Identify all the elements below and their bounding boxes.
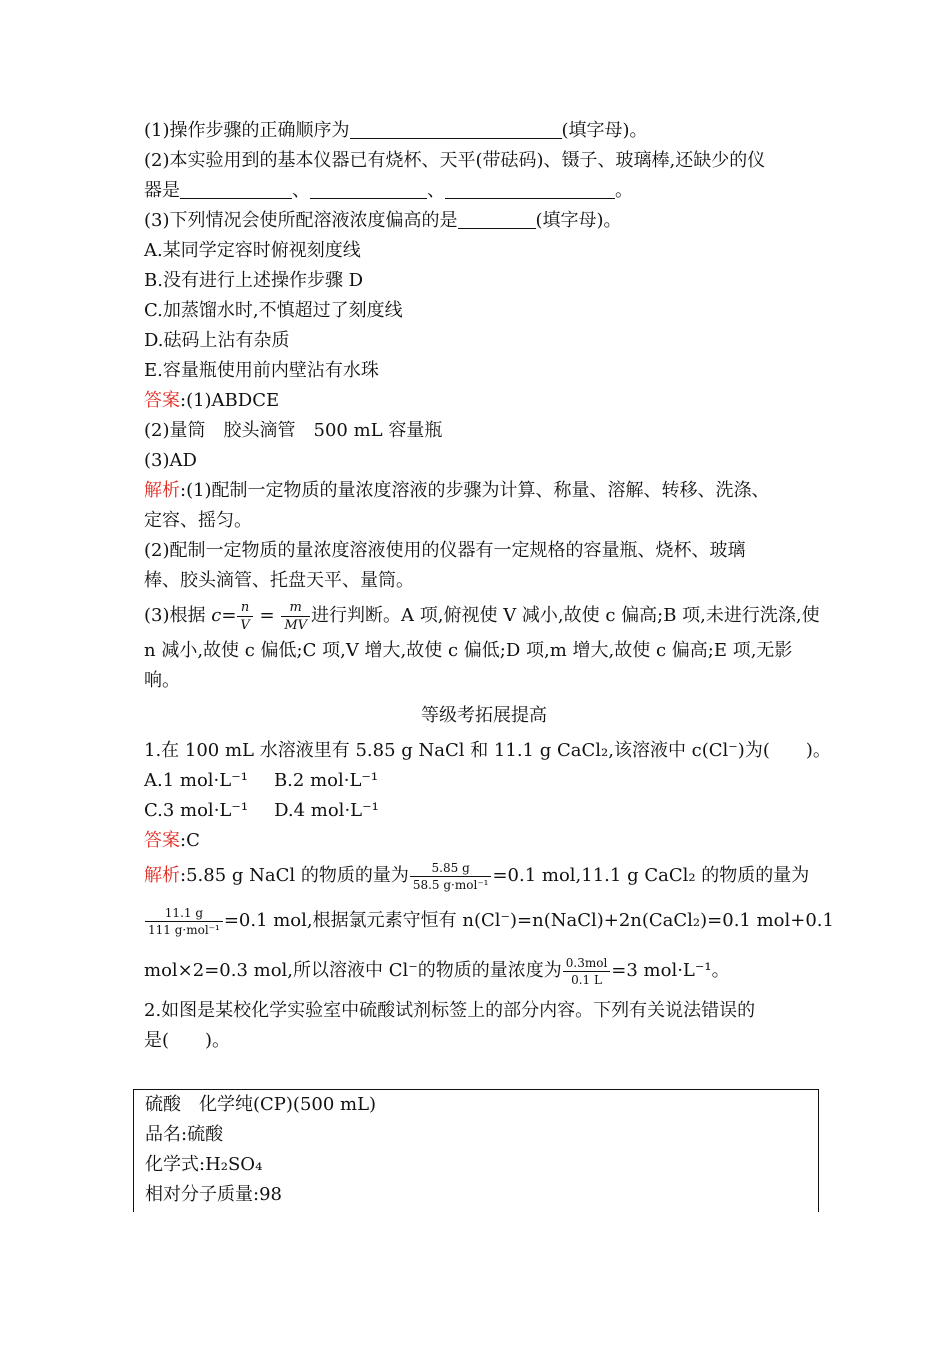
answer-line-1: 答案:(1)ABDCE [144, 390, 280, 411]
answer-blank[interactable] [180, 178, 292, 199]
analysis-line-1: 解析:(1)配制一定物质的量浓度溶液的步骤为计算、称量、溶解、转移、洗涤、 [144, 480, 770, 501]
option-a: A.某同学定容时俯视刻度线 [144, 240, 361, 261]
analysis-line-4: 棒、胶头滴管、托盘天平、量筒。 [144, 570, 414, 591]
q1-part3: (3)下列情况会使所配溶液浓度偏高的是 (填字母)。 [144, 210, 622, 231]
answer-blank[interactable] [310, 178, 427, 199]
q1-part2-line1: (2)本实验用到的基本仪器已有烧杯、天平(带砝码)、镊子、玻璃棒,还缺少的仪 [144, 150, 766, 171]
reagent-label-box [133, 1089, 819, 1212]
q1-part1: (1)操作步骤的正确顺序为 (填字母)。 [144, 120, 648, 141]
fraction-cacl2: $\frac{11.1 g}{\text{111 g·mol⁻¹}}$ [145, 907, 223, 936]
analysis-line-5: (3)根据 c= $\frac{n}{V}$ = $\frac{m}{MV}$ 进行判断。A 项,俯视使 V 减小,故使 c 偏高;B 项,未进行洗涤,使 [144, 599, 820, 633]
option-e: E.容量瓶使用前内壁沾有水珠 [144, 360, 379, 381]
answer-blank[interactable] [445, 178, 615, 199]
label-line: 品名:硫酸 [145, 1124, 224, 1145]
fraction-n-over-v: $\frac{n}{V}$ [237, 601, 252, 632]
answer-label: 答案 [144, 830, 180, 851]
answer-label: 答案 [144, 390, 180, 411]
label-line: 相对分子质量:98 [145, 1184, 282, 1205]
label-line: 硫酸 化学纯(CP)(500 mL) [145, 1094, 377, 1115]
analysis-line-7: 响。 [144, 670, 180, 691]
analysis-line-3: (2)配制一定物质的量浓度溶液使用的仪器有一定规格的容量瓶、烧杯、玻璃 [144, 540, 746, 561]
analysis-line-2: 定容、摇匀。 [144, 510, 252, 531]
q2-analysis-line-3: mol×2=0.3 mol,所以溶液中 Cl⁻的物质的量浓度为 $\frac{\text{0.3mol}}{0.1 L}$ =3 mol·L⁻¹。 [144, 955, 730, 987]
option-c: C.加蒸馏水时,不慎超过了刻度线 [144, 300, 403, 321]
answer-line-2: (2)量筒 胶头滴管 500 mL 容量瓶 [144, 420, 443, 441]
q3-stem-line-2: 是( )。 [144, 1030, 231, 1051]
q2-analysis-line-2: $\frac{11.1 g}{\text{111 g·mol⁻¹}}$ =0.1 mol,根据氯元素守恒有 n(Cl⁻)=n(NaCl)+2n(CaCl₂)=0.1 mol+0.1 [144, 896, 824, 946]
fraction-concentration: $\frac{\text{0.3mol}}{0.1 L}$ [563, 957, 611, 986]
fraction-nacl: $\frac{5.85 g}{\text{58.5 g·mol⁻¹}}$ [410, 862, 492, 891]
analysis-label: 解析 [144, 865, 180, 886]
answer-blank[interactable] [458, 208, 536, 229]
q2-stem: 1.在 100 mL 水溶液里有 5.85 g NaCl 和 11.1 g CaCl₂,该溶液中 c(Cl⁻)为( )。 [144, 740, 831, 761]
q3-stem-line-1: 2.如图是某校化学实验室中硫酸试剂标签上的部分内容。下列有关说法错误的 [144, 1000, 756, 1021]
label-line: 化学式:H₂SO₄ [145, 1154, 263, 1175]
fraction-m-over-mv: $\frac{m}{MV}$ [281, 601, 310, 632]
option-d: D.砝码上沾有杂质 [144, 330, 290, 351]
analysis-line-6: n 减小,故使 c 偏低;C 项,V 增大,故使 c 偏低;D 项,m 增大,故使 c 偏高;E 项,无影 [144, 640, 793, 661]
q2-options-ab: A.1 mol·L⁻¹ B.2 mol·L⁻¹ [144, 770, 379, 791]
q2-analysis-line-1: 解析:5.85 g NaCl 的物质的量为 $\frac{5.85 g}{\text{58.5 g·mol⁻¹}}$ =0.1 mol,11.1 g CaCl₂ 的物质的量为 [144, 860, 810, 892]
document-page [144, 116, 834, 1056]
option-b: B.没有进行上述操作步骤 D [144, 270, 364, 291]
answer-line-3: (3)AD [144, 450, 197, 471]
answer-blank[interactable] [350, 118, 562, 139]
q2-options-cd: C.3 mol·L⁻¹ D.4 mol·L⁻¹ [144, 800, 379, 821]
analysis-label: 解析 [144, 480, 180, 501]
section-title: 等级考拓展提高 [421, 705, 547, 726]
q1-part2-line2: 器是 、 、 。 [144, 180, 633, 201]
q2-answer: 答案:C [144, 830, 200, 851]
